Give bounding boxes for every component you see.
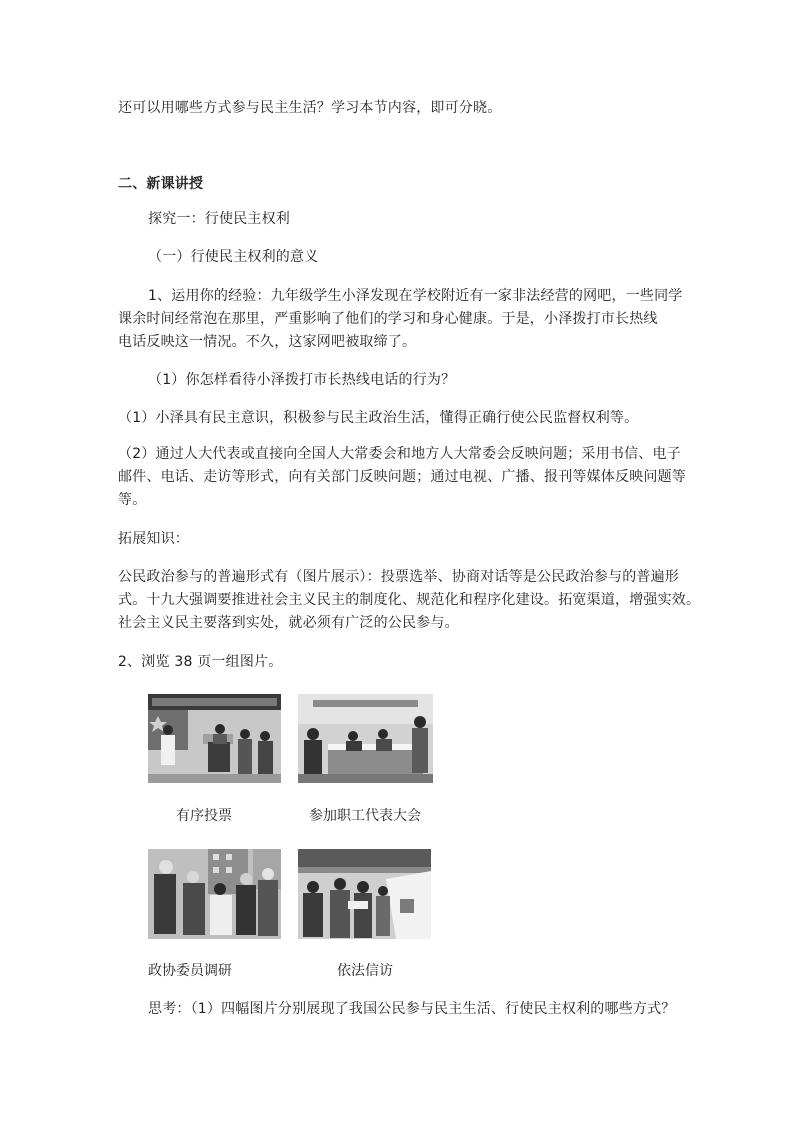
photo-caption-petition: 依法信访	[337, 963, 393, 979]
extension-title: 拓展知识：	[118, 531, 189, 547]
cppcc-research-photo	[148, 849, 281, 939]
case-question: （1）你怎样看待小泽拨打市长热线电话的行为？	[148, 372, 456, 388]
answer-2-line-2: 邮件、电话、走访等形式，向有关部门反映问题；通过电视、广播、报刊等媒体反映问题等	[118, 469, 686, 485]
think-question: 思考：（1）四幅图片分别展现了我国公民参与民主生活、行使民主权利的哪些方式？	[148, 1001, 676, 1017]
photo-caption-workers-congress: 参加职工代表大会	[309, 808, 421, 824]
section-heading: 二、新课讲授	[118, 176, 204, 192]
case-line-1: 1、运用你的经验：九年级学生小泽发现在学校附近有一家非法经营的网吧，一些同学	[148, 288, 683, 304]
extension-line-2: 式。十九大强调要推进社会主义民主的制度化、规范化和程序化建设。拓宽渠道，增强实效。	[118, 592, 701, 608]
explore-title: 探究一：行使民主权利	[148, 211, 290, 227]
answer-2-line-3: 等。	[118, 492, 147, 508]
extension-line-3: 社会主义民主要落到实处，就必须有广泛的公民参与。	[118, 615, 459, 631]
photo-caption-voting: 有序投票	[176, 808, 232, 824]
extension-line-1: 公民政治参与的普遍形式有（图片展示）：投票选举、协商对话等是公民政治参与的普遍形	[118, 569, 679, 585]
answer-2-line-1: （2）通过人大代表或直接向全国人大常委会和地方人大常委会反映问题；采用书信、电子	[118, 446, 681, 462]
voting-photo	[148, 694, 281, 783]
subheading: （一）行使民主权利的意义	[148, 249, 319, 265]
case-line-2: 课余时间经常泡在那里，严重影响了他们的学习和身心健康。于是，小泽拨打市长热线	[118, 311, 658, 327]
browse-line: 2、浏览 38 页一组图片。	[118, 654, 283, 670]
photo-caption-cppcc-research: 政协委员调研	[148, 963, 232, 979]
answer-1: （1）小泽具有民主意识，积极参与民主政治生活，懂得正确行使公民监督权利等。	[118, 410, 639, 426]
petition-photo	[298, 849, 431, 939]
intro-line: 还可以用哪些方式参与民主生活？学习本节内容，即可分晓。	[118, 100, 502, 116]
workers-congress-photo	[298, 694, 433, 783]
case-line-3: 电话反映这一情况。不久，这家网吧被取缔了。	[118, 334, 417, 350]
